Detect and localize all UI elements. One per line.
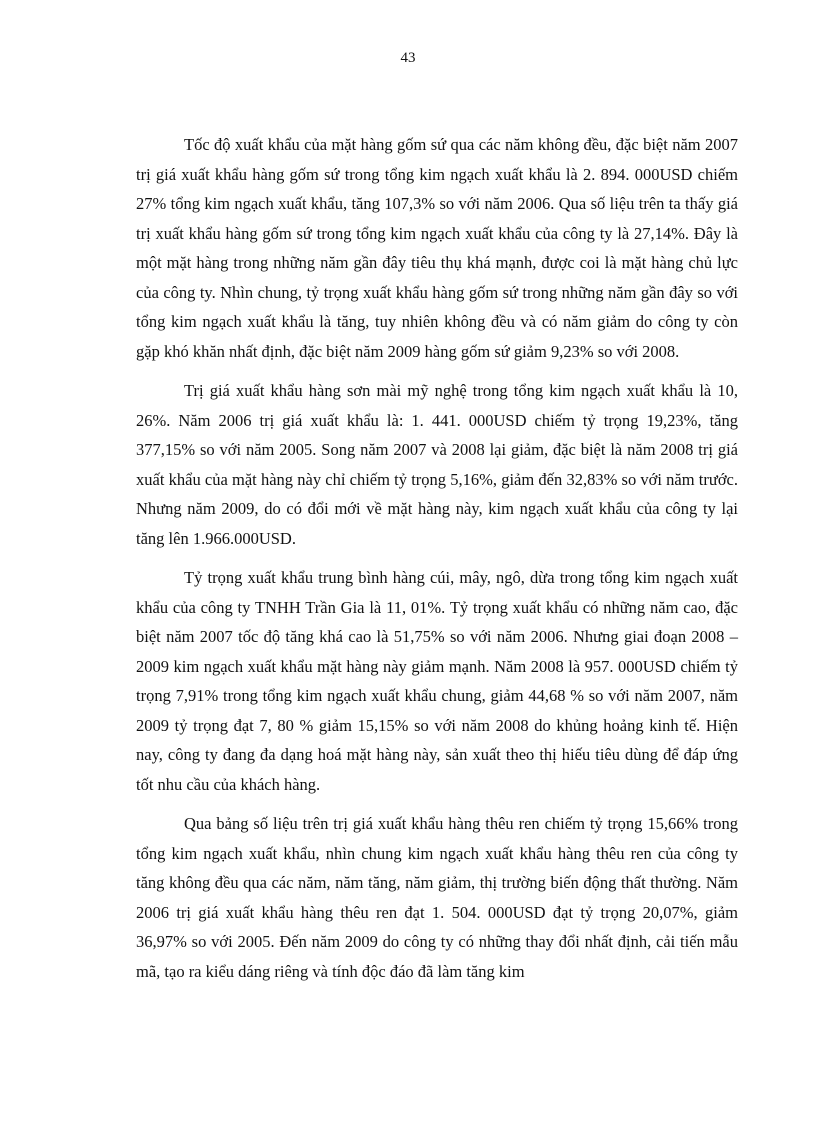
paragraph-sedge-rattan: Tỷ trọng xuất khẩu trung bình hàng cúi, mây, ngô, dừa trong tổng kim ngạch xuất khẩu của công ty TNHH Trần Gia là 11, 01%. Tỷ trọng xuất khẩu có những năm cao, đặc biệt năm 2007 tốc độ tăng khá cao là 51,75% so với năm 2006. Nhưng giai đoạn 2008 – 2009 kim ngạch xuất khẩu mặt hàng này giảm mạnh. Năm 2008 là 957. 000USD chiếm tỷ trọng 7,91% trong tổng kim ngạch xuất khẩu chung, giảm 44,68 % so với năm 2007, năm 2009 tỷ trọng đạt 7, 80 % giảm 15,15% so với năm 2008 do khủng hoảng kinh tế. Hiện nay, công ty đang đa dạng hoá mặt hàng này, sản xuất theo thị hiếu tiêu dùng để đáp ứng tốt nhu cầu của khách hàng. bbox=[136, 568, 738, 794]
paragraph-ceramics: Tốc độ xuất khẩu của mặt hàng gốm sứ qua các năm không đều, đặc biệt năm 2007 trị giá xuất khẩu hàng gốm sứ trong tổng kim ngạch xuất khẩu là 2. 894. 000USD chiếm 27% tổng kim ngạch xuất khẩu, tăng 107,3% so với năm 2006. Qua số liệu trên ta thấy giá trị xuất khẩu hàng gốm sứ trong tổng kim ngạch xuất khẩu của công ty là 27,14%. Đây là một mặt hàng trong những năm gần đây tiêu thụ khá mạnh, được coi là mặt hàng chủ lực của công ty. Nhìn chung, tỷ trọng xuất khẩu hàng gốm sứ trong những năm gần đây so với tổng kim ngạch xuất khẩu là tăng, tuy nhiên không đều và có năm giảm do công ty còn gặp khó khăn nhất định, đặc biệt năm 2009 hàng gốm sứ giảm 9,23% so với 2008. bbox=[136, 135, 738, 361]
paragraph-lacquerware: Trị giá xuất khẩu hàng sơn mài mỹ nghệ trong tổng kim ngạch xuất khẩu là 10, 26%. Năm 2006 trị giá xuất khẩu là: 1. 441. 000USD chiếm tỷ trọng 19,23%, tăng 377,15% so với năm 2005. Song năm 2007 và 2008 lại giảm, đặc biệt là năm 2008 trị giá xuất khẩu của mặt hàng này chỉ chiếm tỷ trọng 5,16%, giảm đến 32,83% so với năm trước. Nhưng năm 2009, do có đổi mới về mặt hàng này, kim ngạch xuất khẩu của công ty lại tăng lên 1.966.000USD. bbox=[136, 381, 738, 548]
document-body bbox=[136, 130, 738, 996]
paragraph-embroidery: Qua bảng số liệu trên trị giá xuất khẩu hàng thêu ren chiếm tỷ trọng 15,66% trong tổng kim ngạch xuất khẩu, nhìn chung kim ngạch xuất khẩu hàng thêu ren của công ty tăng không đều qua các năm, năm tăng, năm giảm, thị trường biến động thất thường. Năm 2006 trị giá xuất khẩu hàng thêu ren đạt 1. 504. 000USD đạt tỷ trọng 20,07%, giảm 36,97% so với 2005. Đến năm 2009 do công ty có những thay đổi nhất định, cải tiến mẫu mã, tạo ra kiểu dáng riêng và tính độc đáo đã làm tăng kim bbox=[136, 814, 738, 981]
page-number: 43 bbox=[400, 50, 416, 66]
